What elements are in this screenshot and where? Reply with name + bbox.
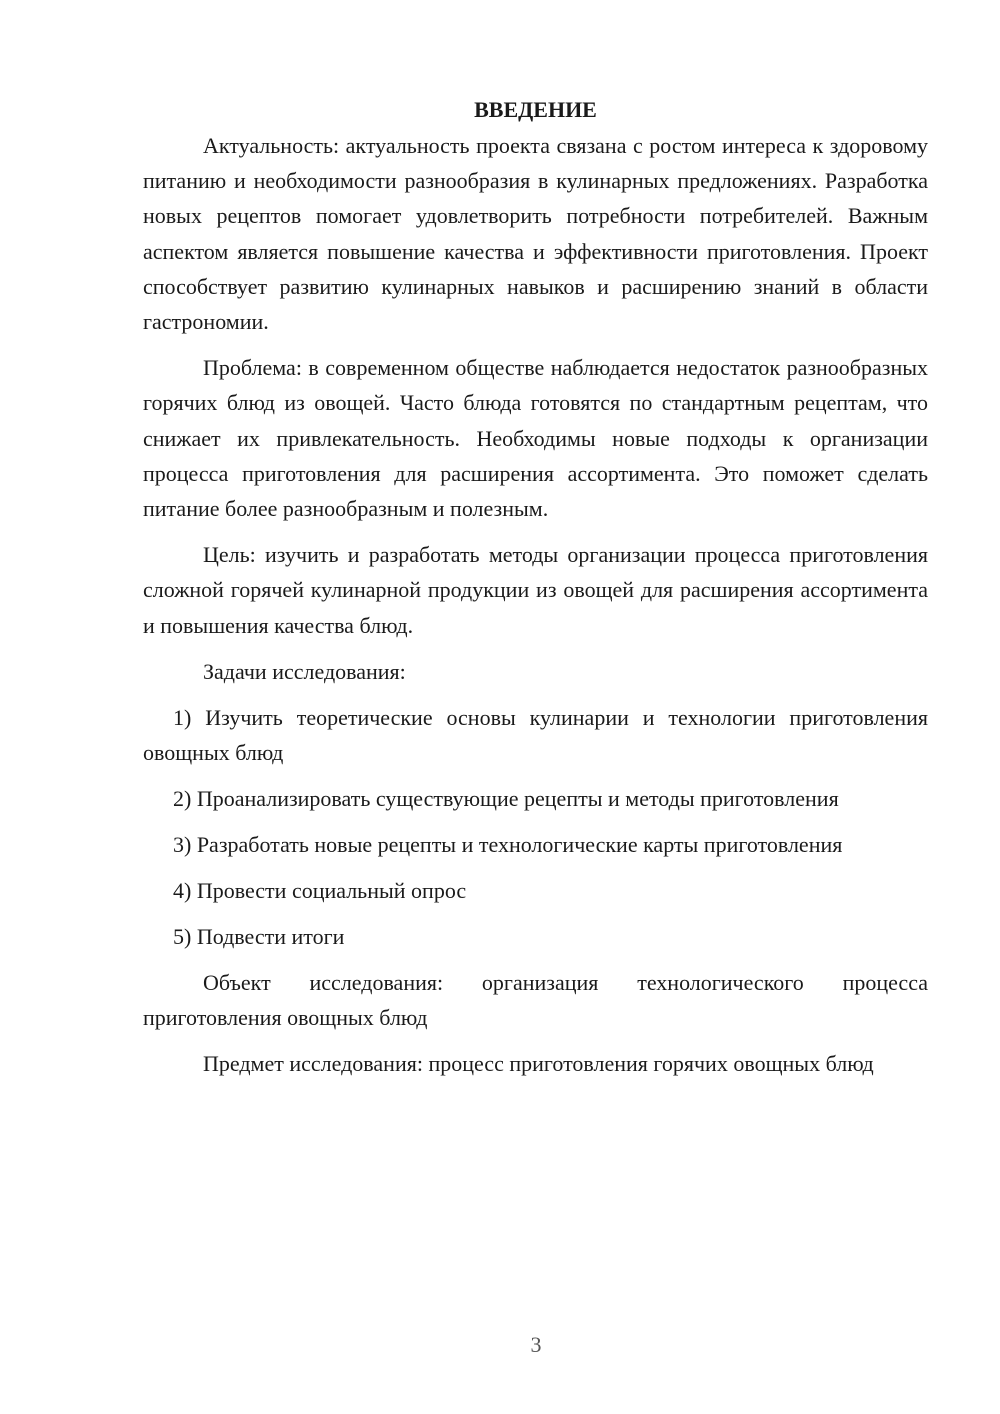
relevance-paragraph: Актуальность: актуальность проекта связана с ростом интереса к здоровому питанию и необходимости разнообразия в кулинарных предложениях. Разработка новых рецептов помогает удовлетворить потребности потребителей. Важным аспектом является повышение качества и эффективности приготовления. Проект способствует развитию кулинарных навыков и расширению знаний в области гастрономии. (143, 133, 928, 335)
document-page (143, 92, 928, 1093)
task-item-5: 5) Подвести итоги (173, 924, 345, 950)
tasks-heading: Задачи исследования: (203, 658, 406, 684)
page-number: 3 (530, 1332, 542, 1357)
goal-paragraph: Цель: изучить и разработать методы организации процесса приготовления сложной горячей кулинарной продукции из овощей для расширения ассортимента и повышения качества блюд. (143, 542, 928, 638)
research-subject-paragraph: Предмет исследования: процесс приготовления горячих овощных блюд (203, 1051, 874, 1077)
section-title: ВВЕДЕНИЕ (474, 97, 597, 122)
task-item-3: 3) Разработать новые рецепты и технологические карты приготовления (173, 832, 843, 858)
task-item-2: 2) Проанализировать существующие рецепты и методы приготовления (173, 786, 839, 812)
research-object-paragraph: Объект исследования: организация технологического процесса приготовления овощных блюд (143, 970, 928, 1031)
task-item-1: 1) Изучить теоретические основы кулинарии и технологии приготовления овощных блюд (143, 705, 928, 766)
problem-paragraph: Проблема: в современном обществе наблюдается недостаток разнообразных горячих блюд из овощей. Часто блюда готовятся по стандартным рецептам, что снижает их привлекательность. Необходимы новые подходы к организации процесса приготовления для расширения ассортимента. Это поможет сделать питание более разнообразным и полезным. (143, 355, 928, 522)
task-item-4: 4) Провести социальный опрос (173, 878, 467, 904)
